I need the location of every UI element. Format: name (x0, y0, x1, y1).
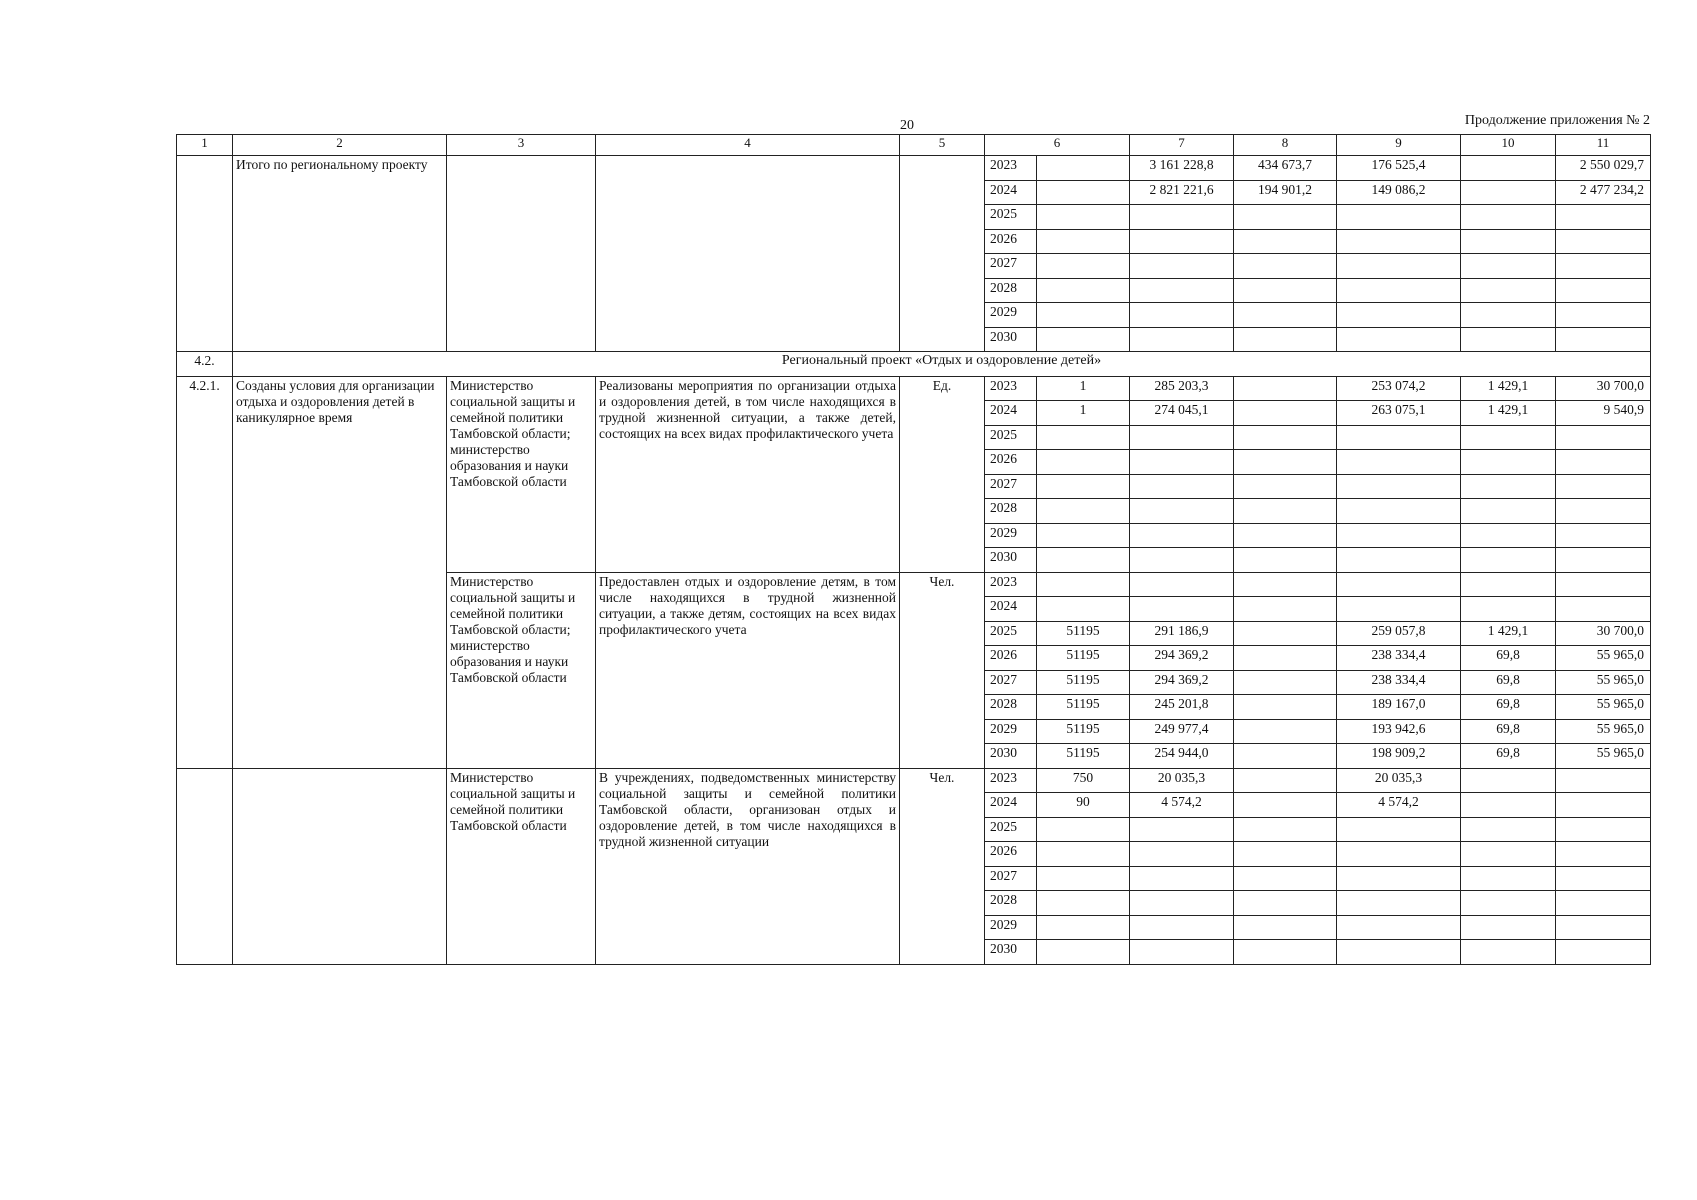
value-cell-c8 (1234, 842, 1337, 867)
value-cell-c11 (1556, 940, 1651, 965)
value-cell-c9 (1337, 597, 1461, 622)
header-cell: 11 (1556, 135, 1651, 156)
year-cell: 2023 (985, 768, 1037, 793)
year-cell: 2030 (985, 744, 1037, 769)
year-cell: 2026 (985, 450, 1037, 475)
value-cell-c7 (1130, 474, 1234, 499)
header-cell: 3 (447, 135, 596, 156)
value-cell-c7 (1130, 327, 1234, 352)
year-cell: 2030 (985, 940, 1037, 965)
value-cell-c9 (1337, 548, 1461, 573)
year-cell: 2027 (985, 474, 1037, 499)
item-number: 4.2.1. (177, 376, 233, 768)
value-cell-c9 (1337, 499, 1461, 524)
value-cell-c6 (1037, 156, 1130, 181)
year-cell: 2023 (985, 572, 1037, 597)
value-cell-c10 (1461, 205, 1556, 230)
year-cell: 2029 (985, 915, 1037, 940)
value-cell-c8 (1234, 597, 1337, 622)
value-cell-c9 (1337, 915, 1461, 940)
value-cell-c7 (1130, 303, 1234, 328)
value-cell-c10 (1461, 425, 1556, 450)
value-cell-c11 (1556, 229, 1651, 254)
value-cell-c6: 1 (1037, 401, 1130, 426)
value-cell-c6: 1 (1037, 376, 1130, 401)
table-row (177, 376, 1651, 401)
value-cell-c6 (1037, 499, 1130, 524)
value-cell-c9 (1337, 940, 1461, 965)
value-cell-c10: 69,8 (1461, 695, 1556, 720)
value-cell-c6: 750 (1037, 768, 1130, 793)
value-cell-c9 (1337, 817, 1461, 842)
value-cell-c10 (1461, 842, 1556, 867)
value-cell-c7: 294 369,2 (1130, 646, 1234, 671)
value-cell-c10: 69,8 (1461, 670, 1556, 695)
value-cell-c9 (1337, 254, 1461, 279)
value-cell-c8 (1234, 817, 1337, 842)
value-cell-c8 (1234, 744, 1337, 769)
value-cell-c11 (1556, 254, 1651, 279)
year-cell: 2024 (985, 180, 1037, 205)
row-number-cell (177, 768, 233, 964)
description-cell (596, 156, 900, 352)
value-cell-c9 (1337, 425, 1461, 450)
value-cell-c8: 194 901,2 (1234, 180, 1337, 205)
unit-cell: Чел. (900, 572, 985, 768)
value-cell-c11 (1556, 327, 1651, 352)
year-cell: 2023 (985, 156, 1037, 181)
year-cell: 2025 (985, 817, 1037, 842)
value-cell-c10 (1461, 915, 1556, 940)
header-cell: 8 (1234, 135, 1337, 156)
value-cell-c11: 55 965,0 (1556, 744, 1651, 769)
value-cell-c9: 193 942,6 (1337, 719, 1461, 744)
value-cell-c11: 2 477 234,2 (1556, 180, 1651, 205)
year-cell: 2027 (985, 670, 1037, 695)
value-cell-c7: 4 574,2 (1130, 793, 1234, 818)
value-cell-c11 (1556, 866, 1651, 891)
value-cell-c10 (1461, 499, 1556, 524)
value-cell-c7 (1130, 597, 1234, 622)
value-cell-c10 (1461, 156, 1556, 181)
value-cell-c8 (1234, 450, 1337, 475)
value-cell-c9: 176 525,4 (1337, 156, 1461, 181)
value-cell-c11 (1556, 499, 1651, 524)
value-cell-c10 (1461, 180, 1556, 205)
value-cell-c11 (1556, 205, 1651, 230)
year-cell: 2028 (985, 499, 1037, 524)
value-cell-c8 (1234, 474, 1337, 499)
value-cell-c9 (1337, 303, 1461, 328)
value-cell-c6 (1037, 278, 1130, 303)
value-cell-c8 (1234, 621, 1337, 646)
value-cell-c11 (1556, 572, 1651, 597)
value-cell-c10 (1461, 572, 1556, 597)
value-cell-c8 (1234, 229, 1337, 254)
value-cell-c7 (1130, 205, 1234, 230)
value-cell-c6: 51195 (1037, 670, 1130, 695)
value-cell-c11: 55 965,0 (1556, 670, 1651, 695)
value-cell-c11 (1556, 523, 1651, 548)
value-cell-c8 (1234, 278, 1337, 303)
value-cell-c10 (1461, 817, 1556, 842)
value-cell-c8 (1234, 793, 1337, 818)
total-label: Итого по региональному проекту (233, 156, 447, 352)
value-cell-c7 (1130, 229, 1234, 254)
value-cell-c8 (1234, 254, 1337, 279)
value-cell-c10 (1461, 793, 1556, 818)
value-cell-c6 (1037, 523, 1130, 548)
year-cell: 2025 (985, 205, 1037, 230)
value-cell-c7 (1130, 572, 1234, 597)
value-cell-c6 (1037, 303, 1130, 328)
value-cell-c7 (1130, 915, 1234, 940)
description-cell: В учреждениях, подведомственных министерству социальной защиты и семейной политики Тамбовской области, организован отдых и оздоровление детей, в том числе находящихся в трудной жизненной ситуации (596, 768, 900, 964)
value-cell-c9: 253 074,2 (1337, 376, 1461, 401)
value-cell-c7 (1130, 891, 1234, 916)
value-cell-c8 (1234, 940, 1337, 965)
value-cell-c11 (1556, 842, 1651, 867)
row-number-cell (177, 156, 233, 352)
header-cell: 4 (596, 135, 900, 156)
header-cell: 9 (1337, 135, 1461, 156)
value-cell-c11 (1556, 891, 1651, 916)
value-cell-c6 (1037, 327, 1130, 352)
header-cell: 1 (177, 135, 233, 156)
value-cell-c10 (1461, 303, 1556, 328)
value-cell-c9 (1337, 572, 1461, 597)
value-cell-c10 (1461, 548, 1556, 573)
value-cell-c7 (1130, 425, 1234, 450)
value-cell-c8 (1234, 915, 1337, 940)
value-cell-c8 (1234, 523, 1337, 548)
value-cell-c10: 69,8 (1461, 646, 1556, 671)
value-cell-c7: 274 045,1 (1130, 401, 1234, 426)
value-cell-c10 (1461, 523, 1556, 548)
value-cell-c7: 249 977,4 (1130, 719, 1234, 744)
year-cell: 2030 (985, 548, 1037, 573)
value-cell-c6: 51195 (1037, 744, 1130, 769)
value-cell-c10 (1461, 229, 1556, 254)
value-cell-c8 (1234, 646, 1337, 671)
value-cell-c8 (1234, 768, 1337, 793)
value-cell-c8 (1234, 205, 1337, 230)
value-cell-c7: 245 201,8 (1130, 695, 1234, 720)
value-cell-c11: 9 540,9 (1556, 401, 1651, 426)
value-cell-c9 (1337, 866, 1461, 891)
value-cell-c10: 69,8 (1461, 744, 1556, 769)
value-cell-c6 (1037, 450, 1130, 475)
value-cell-c11 (1556, 548, 1651, 573)
value-cell-c9 (1337, 891, 1461, 916)
value-cell-c8 (1234, 670, 1337, 695)
unit-cell: Ед. (900, 376, 985, 572)
value-cell-c6 (1037, 548, 1130, 573)
year-cell: 2029 (985, 719, 1037, 744)
value-cell-c7: 3 161 228,8 (1130, 156, 1234, 181)
header-cell: 2 (233, 135, 447, 156)
value-cell-c9 (1337, 278, 1461, 303)
value-cell-c11 (1556, 597, 1651, 622)
value-cell-c9: 4 574,2 (1337, 793, 1461, 818)
value-cell-c11 (1556, 817, 1651, 842)
value-cell-c8 (1234, 376, 1337, 401)
value-cell-c11: 55 965,0 (1556, 719, 1651, 744)
value-cell-c6 (1037, 866, 1130, 891)
value-cell-c11 (1556, 474, 1651, 499)
year-cell: 2025 (985, 425, 1037, 450)
value-cell-c9: 149 086,2 (1337, 180, 1461, 205)
year-cell: 2024 (985, 793, 1037, 818)
year-cell: 2028 (985, 695, 1037, 720)
value-cell-c9: 259 057,8 (1337, 621, 1461, 646)
value-cell-c8 (1234, 548, 1337, 573)
value-cell-c7: 254 944,0 (1130, 744, 1234, 769)
value-cell-c7: 2 821 221,6 (1130, 180, 1234, 205)
value-cell-c9: 198 909,2 (1337, 744, 1461, 769)
value-cell-c10 (1461, 891, 1556, 916)
value-cell-c10 (1461, 327, 1556, 352)
value-cell-c11: 30 700,0 (1556, 621, 1651, 646)
value-cell-c7: 291 186,9 (1130, 621, 1234, 646)
value-cell-c7 (1130, 278, 1234, 303)
value-cell-c6 (1037, 180, 1130, 205)
value-cell-c8 (1234, 401, 1337, 426)
value-cell-c9 (1337, 327, 1461, 352)
description-cell: Реализованы мероприятия по организации отдыха и оздоровления детей, в том числе находящихся в трудной жизненной ситуации, а также детей, состоящих на всех видах профилактического учета (596, 376, 900, 572)
unit-cell (900, 156, 985, 352)
unit-cell: Чел. (900, 768, 985, 964)
results-table (176, 134, 1651, 965)
year-cell: 2030 (985, 327, 1037, 352)
year-cell: 2028 (985, 891, 1037, 916)
value-cell-c8 (1234, 303, 1337, 328)
value-cell-c6: 51195 (1037, 621, 1130, 646)
value-cell-c9 (1337, 450, 1461, 475)
value-cell-c11 (1556, 303, 1651, 328)
value-cell-c7 (1130, 254, 1234, 279)
section-number: 4.2. (177, 352, 233, 377)
year-cell: 2029 (985, 523, 1037, 548)
section-title: Региональный проект «Отдых и оздоровление детей» (233, 352, 1651, 377)
value-cell-c8 (1234, 891, 1337, 916)
year-cell: 2023 (985, 376, 1037, 401)
value-cell-c7 (1130, 940, 1234, 965)
value-cell-c8 (1234, 695, 1337, 720)
year-cell: 2029 (985, 303, 1037, 328)
value-cell-c11: 2 550 029,7 (1556, 156, 1651, 181)
value-cell-c10: 1 429,1 (1461, 401, 1556, 426)
description-cell: Предоставлен отдых и оздоровление детям, в том числе находящихся в трудной жизненной ситуации, а также детям, состоящих на всех видах профилактического учета (596, 572, 900, 768)
value-cell-c7 (1130, 523, 1234, 548)
value-cell-c7: 294 369,2 (1130, 670, 1234, 695)
year-cell: 2027 (985, 866, 1037, 891)
value-cell-c9: 263 075,1 (1337, 401, 1461, 426)
value-cell-c6 (1037, 205, 1130, 230)
value-cell-c8 (1234, 327, 1337, 352)
value-cell-c8 (1234, 866, 1337, 891)
value-cell-c11 (1556, 278, 1651, 303)
year-cell: 2026 (985, 229, 1037, 254)
value-cell-c6 (1037, 891, 1130, 916)
year-cell: 2028 (985, 278, 1037, 303)
value-cell-c9: 20 035,3 (1337, 768, 1461, 793)
value-cell-c10 (1461, 450, 1556, 475)
continuation-label: Продолжение приложения № 2 (1464, 113, 1650, 128)
value-cell-c10 (1461, 278, 1556, 303)
value-cell-c6 (1037, 425, 1130, 450)
value-cell-c10: 69,8 (1461, 719, 1556, 744)
header-cell: 6 (985, 135, 1130, 156)
value-cell-c10: 1 429,1 (1461, 376, 1556, 401)
value-cell-c11 (1556, 450, 1651, 475)
value-cell-c6 (1037, 915, 1130, 940)
value-cell-c10 (1461, 768, 1556, 793)
year-cell: 2026 (985, 842, 1037, 867)
value-cell-c11: 30 700,0 (1556, 376, 1651, 401)
value-cell-c6 (1037, 817, 1130, 842)
year-cell: 2027 (985, 254, 1037, 279)
value-cell-c10 (1461, 597, 1556, 622)
value-cell-c8 (1234, 425, 1337, 450)
value-cell-c7 (1130, 499, 1234, 524)
value-cell-c11 (1556, 915, 1651, 940)
value-cell-c9: 189 167,0 (1337, 695, 1461, 720)
page-number: 20 (900, 118, 914, 133)
item-result: Созданы условия для организации отдыха и оздоровления детей в каникулярное время (233, 376, 447, 768)
executor-cell: Министерство социальной защиты и семейной политики Тамбовской области; министерство образования и науки Тамбовской области (447, 572, 596, 768)
value-cell-c10 (1461, 866, 1556, 891)
value-cell-c7 (1130, 450, 1234, 475)
value-cell-c7 (1130, 817, 1234, 842)
value-cell-c7 (1130, 548, 1234, 573)
value-cell-c10 (1461, 474, 1556, 499)
value-cell-c11 (1556, 425, 1651, 450)
value-cell-c9 (1337, 842, 1461, 867)
value-cell-c10: 1 429,1 (1461, 621, 1556, 646)
value-cell-c11 (1556, 793, 1651, 818)
value-cell-c9 (1337, 229, 1461, 254)
value-cell-c6 (1037, 229, 1130, 254)
value-cell-c6 (1037, 940, 1130, 965)
value-cell-c6: 90 (1037, 793, 1130, 818)
value-cell-c7: 20 035,3 (1130, 768, 1234, 793)
year-cell: 2026 (985, 646, 1037, 671)
value-cell-c6 (1037, 254, 1130, 279)
value-cell-c6: 51195 (1037, 695, 1130, 720)
result-cell (233, 768, 447, 964)
value-cell-c8 (1234, 572, 1337, 597)
value-cell-c9: 238 334,4 (1337, 646, 1461, 671)
section-row (177, 352, 1651, 377)
executor-cell (447, 156, 596, 352)
header-cell: 7 (1130, 135, 1234, 156)
value-cell-c9: 238 334,4 (1337, 670, 1461, 695)
value-cell-c6 (1037, 572, 1130, 597)
value-cell-c9 (1337, 474, 1461, 499)
value-cell-c7 (1130, 866, 1234, 891)
value-cell-c6: 51195 (1037, 646, 1130, 671)
year-cell: 2024 (985, 597, 1037, 622)
value-cell-c6 (1037, 842, 1130, 867)
executor-cell: Министерство социальной защиты и семейной политики Тамбовской области; министерство образования и науки Тамбовской области (447, 376, 596, 572)
header-cell: 5 (900, 135, 985, 156)
executor-cell: Министерство социальной защиты и семейной политики Тамбовской области (447, 768, 596, 964)
year-cell: 2024 (985, 401, 1037, 426)
header-row (177, 135, 1651, 156)
value-cell-c11 (1556, 768, 1651, 793)
value-cell-c8: 434 673,7 (1234, 156, 1337, 181)
value-cell-c6: 51195 (1037, 719, 1130, 744)
value-cell-c8 (1234, 719, 1337, 744)
value-cell-c11: 55 965,0 (1556, 646, 1651, 671)
value-cell-c6 (1037, 597, 1130, 622)
table-row (177, 156, 1651, 181)
year-cell: 2025 (985, 621, 1037, 646)
value-cell-c7: 285 203,3 (1130, 376, 1234, 401)
value-cell-c9 (1337, 523, 1461, 548)
value-cell-c10 (1461, 254, 1556, 279)
header-cell: 10 (1461, 135, 1556, 156)
table-row (177, 768, 1651, 793)
value-cell-c11: 55 965,0 (1556, 695, 1651, 720)
value-cell-c8 (1234, 499, 1337, 524)
value-cell-c7 (1130, 842, 1234, 867)
value-cell-c6 (1037, 474, 1130, 499)
value-cell-c10 (1461, 940, 1556, 965)
value-cell-c9 (1337, 205, 1461, 230)
